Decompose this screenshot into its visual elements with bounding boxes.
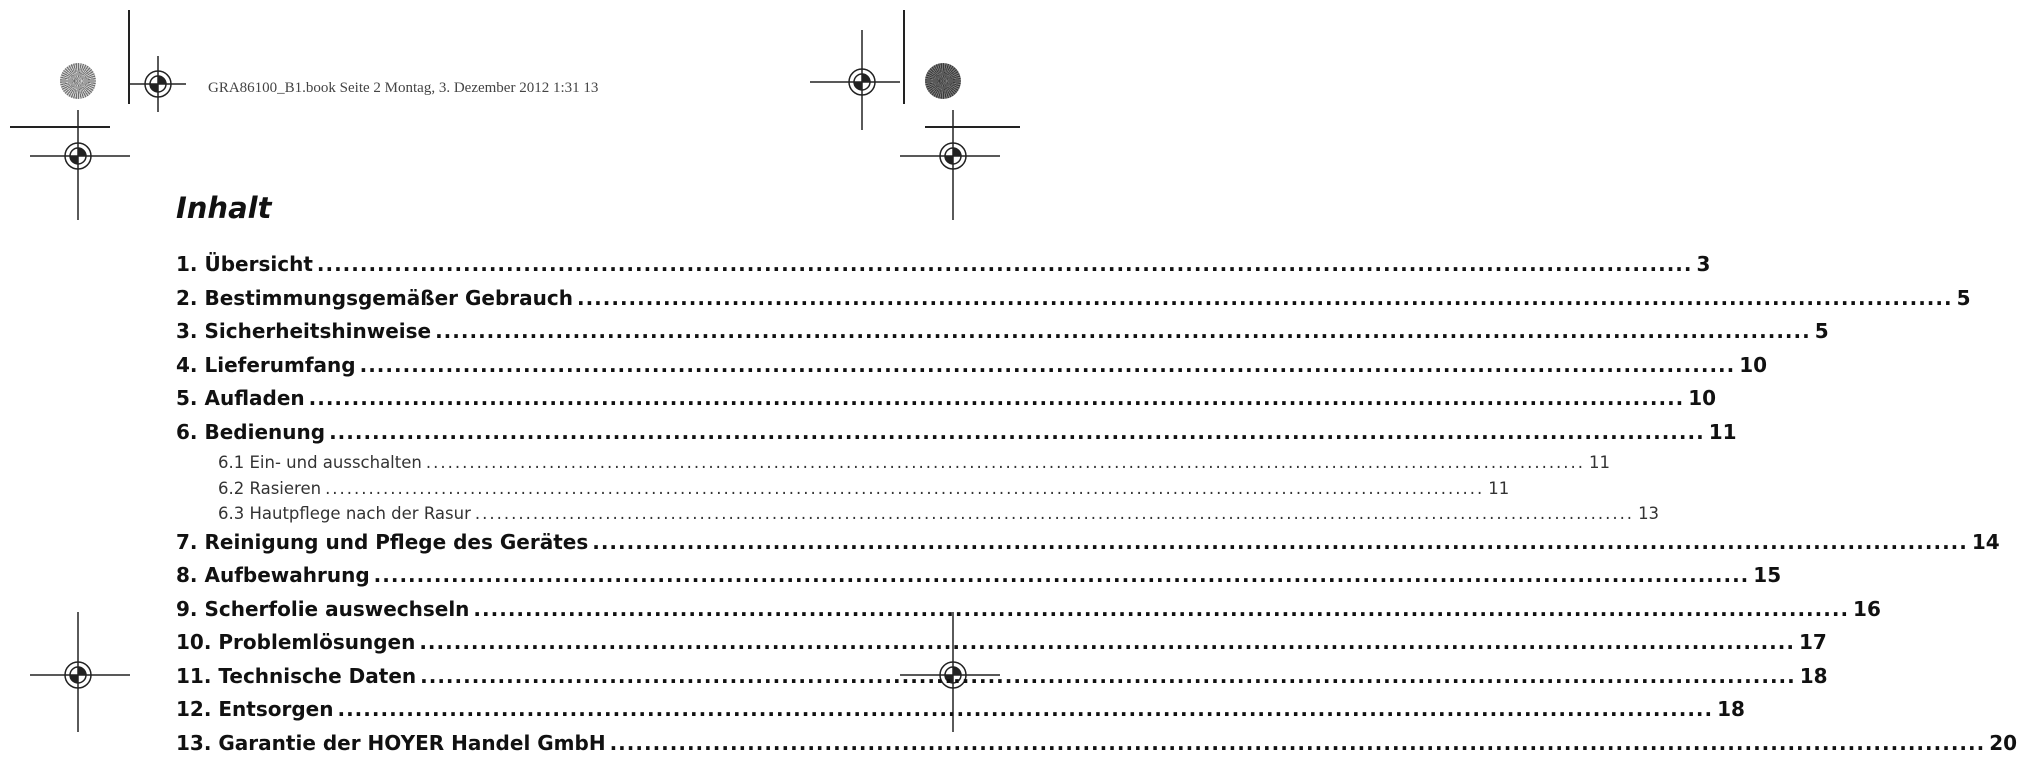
toc-dot-leader: ................................................................................................................................................................ <box>337 697 1714 721</box>
toc-entry[interactable] <box>176 563 1782 597</box>
toc-entry-page-number: 10 <box>1739 352 1768 377</box>
toc-entry-page-number: 5 <box>1814 319 1829 343</box>
toc-entry[interactable] <box>176 386 1717 420</box>
toc-entry-page-number: 16 <box>1853 596 1881 621</box>
toc-entry-page-number: 11 <box>1488 478 1510 498</box>
toc-entry-label: 3. Sicherheitshinweise <box>176 319 432 343</box>
toc-entry-label: 9. Scherfolie auswechseln <box>176 596 470 621</box>
toc-dot-leader: ................................................................................................................................................................ <box>474 504 1635 523</box>
toc-entry[interactable] <box>176 419 1737 454</box>
toc-entry[interactable] <box>176 252 1711 286</box>
toc-entry[interactable] <box>176 352 1768 387</box>
toc-entry-label: 6. Bedienung <box>176 419 326 444</box>
toc-entry-label: 4. Lieferumfang <box>176 352 356 377</box>
toc-entry[interactable] <box>176 697 1745 731</box>
crop-line-top-right <box>903 10 905 104</box>
toc-entry-page-number: 3 <box>1696 252 1711 276</box>
toc-entry-label: 8. Aufbewahrung <box>176 563 370 587</box>
toc-entry-page-number: 20 <box>1989 730 2017 755</box>
toc-entry-label: 10. Problemlösungen <box>176 630 416 654</box>
toc-entry-page-number: 10 <box>1688 386 1717 410</box>
toc-entry-label: 13. Garantie der HOYER Handel GmbH <box>176 730 606 755</box>
toc-entry-page-number: 15 <box>1753 563 1782 587</box>
toc-entry-label: 6.2 Rasieren <box>218 478 322 498</box>
toc-entry-page-number: 5 <box>1956 285 1971 310</box>
toc-dot-leader: ................................................................................................................................................................ <box>435 319 1811 343</box>
table-of-contents <box>176 252 2017 764</box>
toc-entry-page-number: 17 <box>1798 630 1827 654</box>
toc-entry-page-number: 18 <box>1717 697 1745 721</box>
registration-mark-top-right-icon <box>810 30 900 130</box>
toc-dot-leader: ................................................................................................................................................................ <box>576 285 1953 310</box>
toc-entry[interactable] <box>176 596 1881 631</box>
toc-entry[interactable] <box>176 285 1971 320</box>
toc-entry-page-number: 11 <box>1589 453 1611 472</box>
toc-entry-label: 2. Bestimmungsgemäßer Gebrauch <box>176 285 573 310</box>
toc-entry[interactable] <box>176 529 2000 564</box>
toc-dot-leader: ................................................................................................................................................................ <box>592 529 1968 554</box>
toc-dot-leader: ................................................................................................................................................................ <box>609 730 1986 755</box>
toc-entry[interactable] <box>176 630 1827 664</box>
toc-entry-label: 11. Technische Daten <box>176 663 417 688</box>
toc-dot-leader: ................................................................................................................................................................ <box>420 663 1796 688</box>
toc-entry-page-number: 11 <box>1708 419 1737 444</box>
toc-dot-leader: ................................................................................................................................................................ <box>325 478 1485 498</box>
toc-entry-label: 6.3 Hautpflege nach der Rasur <box>218 504 471 523</box>
registration-mark-left-lower-icon <box>30 612 130 732</box>
toc-dot-leader: ................................................................................................................................................................ <box>359 352 1736 377</box>
toc-dot-leader: ................................................................................................................................................................ <box>316 252 1693 276</box>
toc-entry-label: 5. Aufladen <box>176 386 305 410</box>
color-bar-left-icon <box>60 63 96 99</box>
toc-dot-leader: ................................................................................................................................................................ <box>308 386 1685 410</box>
toc-entry-label: 6.1 Ein- und ausschalten <box>218 453 422 472</box>
toc-entry-page-number: 14 <box>1971 529 2000 554</box>
toc-dot-leader: ................................................................................................................................................................ <box>425 453 1586 472</box>
toc-entry[interactable] <box>176 663 1828 698</box>
toc-dot-leader: ................................................................................................................................................................ <box>473 596 1850 621</box>
toc-subentry[interactable] <box>176 453 1611 479</box>
toc-entry-label: 1. Übersicht <box>176 252 313 276</box>
toc-entry-label: 7. Reinigung und Pflege des Gerätes <box>176 529 589 554</box>
registration-mark-right-upper-icon <box>900 110 1000 220</box>
registration-mark-top-left-icon <box>130 56 186 112</box>
toc-entry[interactable] <box>176 730 2017 765</box>
toc-dot-leader: ................................................................................................................................................................ <box>329 419 1705 444</box>
toc-dot-leader: ................................................................................................................................................................ <box>373 563 1750 587</box>
toc-entry-page-number: 13 <box>1638 504 1660 523</box>
registration-mark-left-upper-icon <box>30 110 130 220</box>
toc-subentry[interactable] <box>176 478 1510 505</box>
toc-subentry[interactable] <box>176 504 1660 530</box>
toc-dot-leader: ................................................................................................................................................................ <box>419 630 1795 654</box>
print-slug-line: GRA86100_B1.book Seite 2 Montag, 3. Dezember 2012 1:31 13 <box>208 80 599 96</box>
color-bar-right-icon <box>925 63 961 99</box>
toc-entry[interactable] <box>176 319 1829 353</box>
toc-entry-label: 12. Entsorgen <box>176 697 334 721</box>
toc-entry-page-number: 18 <box>1799 663 1828 688</box>
page-title: Inhalt <box>176 191 272 225</box>
